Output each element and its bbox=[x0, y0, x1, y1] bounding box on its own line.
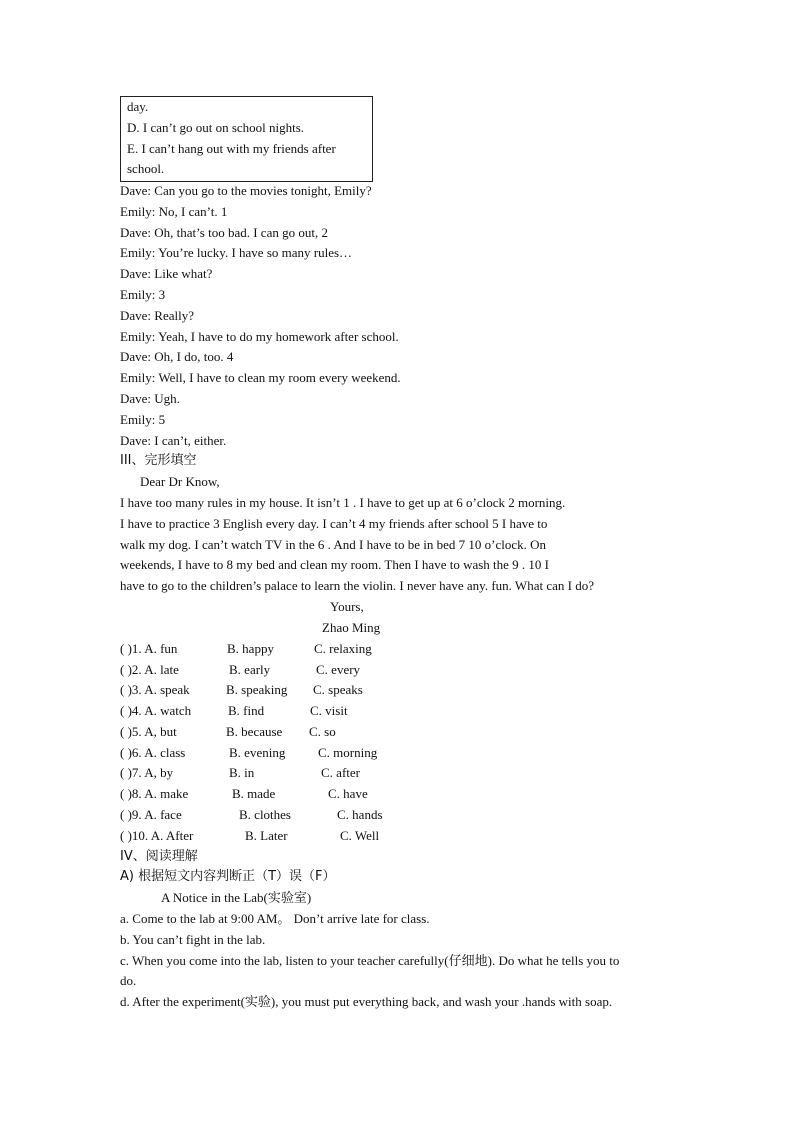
box-line: day. bbox=[127, 99, 149, 114]
question-option-a: ( )5. A, but bbox=[120, 724, 177, 739]
notice-item: d. After the experiment(实验), you must put everything back, and wash your .hands with soap. bbox=[120, 994, 613, 1009]
dialogue-line: Dave: Oh, I do, too. 4 bbox=[120, 349, 234, 364]
letter-line: walk my dog. I can’t watch TV in the 6 . And I have to be in bed 7 10 o’clock. On bbox=[120, 537, 547, 552]
notice-item: a. Come to the lab at 9:00 AM。 Don’t arrive late for class. bbox=[120, 911, 430, 926]
dialogue-line: Emily: 5 bbox=[120, 412, 166, 427]
notice-item: do. bbox=[120, 973, 137, 988]
question-option-b: B. Later bbox=[245, 828, 288, 843]
box-line: school. bbox=[127, 161, 165, 176]
question-option-a: ( )7. A, by bbox=[120, 765, 174, 780]
box-line: E. I can’t hang out with my friends after bbox=[127, 141, 336, 156]
box-line: D. I can’t go out on school nights. bbox=[127, 120, 305, 135]
dialogue-line: Dave: Oh, that’s too bad. I can go out, 2 bbox=[120, 225, 328, 240]
dialogue-line: Emily: No, I can’t. 1 bbox=[120, 204, 228, 219]
dialogue-line: Dave: Really? bbox=[120, 308, 194, 323]
dialogue-line: Emily: Well, I have to clean my room every weekend. bbox=[120, 370, 401, 385]
letter-line: I have too many rules in my house. It isn’t 1 . I have to get up at 6 o’clock 2 morning. bbox=[120, 495, 566, 510]
question-option-c: C. Well bbox=[340, 828, 380, 843]
dialogue-line: Dave: Can you go to the movies tonight, Emily? bbox=[120, 183, 372, 198]
question-option-c: C. visit bbox=[310, 703, 348, 718]
question-option-b: B. happy bbox=[227, 641, 274, 656]
question-option-b: B. in bbox=[229, 765, 255, 780]
question-option-c: C. hands bbox=[337, 807, 383, 822]
dialogue-line: Dave: Ugh. bbox=[120, 391, 180, 406]
question-option-c: C. every bbox=[316, 662, 361, 677]
question-option-b: B. made bbox=[232, 786, 276, 801]
section-heading-reading: IV、阅读理解 bbox=[120, 849, 198, 864]
dialogue-line: Dave: I can’t, either. bbox=[120, 433, 227, 448]
dialogue-line: Emily: Yeah, I have to do my homework after school. bbox=[120, 329, 399, 344]
question-option-a: ( )1. A. fun bbox=[120, 641, 178, 656]
question-option-b: B. because bbox=[226, 724, 283, 739]
question-option-b: B. find bbox=[228, 703, 265, 718]
question-option-a: ( )10. A. After bbox=[120, 828, 194, 843]
letter-line: weekends, I have to 8 my bed and clean my room. Then I have to wash the 9 . 10 I bbox=[120, 557, 549, 572]
question-option-c: C. have bbox=[328, 786, 368, 801]
letter-closing: Yours, bbox=[330, 599, 364, 614]
question-option-a: ( )3. A. speak bbox=[120, 682, 190, 697]
question-option-a: ( )8. A. make bbox=[120, 786, 189, 801]
question-option-a: ( )9. A. face bbox=[120, 807, 182, 822]
question-option-b: B. speaking bbox=[226, 682, 288, 697]
question-option-c: C. morning bbox=[318, 745, 378, 760]
question-option-b: B. clothes bbox=[239, 807, 291, 822]
section-heading-cloze: III、完形填空 bbox=[120, 453, 197, 468]
letter-signature: Zhao Ming bbox=[322, 620, 381, 635]
dialogue-line: Emily: You’re lucky. I have so many rules… bbox=[120, 245, 353, 260]
question-option-b: B. evening bbox=[229, 745, 286, 760]
question-option-c: C. so bbox=[309, 724, 336, 739]
question-option-a: ( )6. A. class bbox=[120, 745, 186, 760]
question-option-b: B. early bbox=[229, 662, 271, 677]
notice-item: c. When you come into the lab, listen to your teacher carefully(仔细地). Do what he tells you to bbox=[120, 953, 620, 968]
dialogue-line: Dave: Like what? bbox=[120, 266, 213, 281]
question-option-c: C. speaks bbox=[313, 682, 363, 697]
notice-title: A Notice in the Lab(实验室) bbox=[161, 890, 312, 905]
letter-line: I have to practice 3 English every day. I can’t 4 my friends after school 5 I have to bbox=[120, 516, 548, 531]
question-option-a: ( )4. A. watch bbox=[120, 703, 192, 718]
dialogue-line: Emily: 3 bbox=[120, 287, 166, 302]
letter-line: have to go to the children’s palace to learn the violin. I never have any. fun. What can I do? bbox=[120, 578, 594, 593]
reading-instruction: A) 根据短文内容判断正（T）误（F） bbox=[120, 869, 336, 884]
question-option-a: ( )2. A. late bbox=[120, 662, 179, 677]
letter-salutation: Dear Dr Know, bbox=[140, 474, 220, 489]
question-option-c: C. relaxing bbox=[314, 641, 372, 656]
question-option-c: C. after bbox=[321, 765, 360, 780]
notice-item: b. You can’t fight in the lab. bbox=[120, 932, 266, 947]
